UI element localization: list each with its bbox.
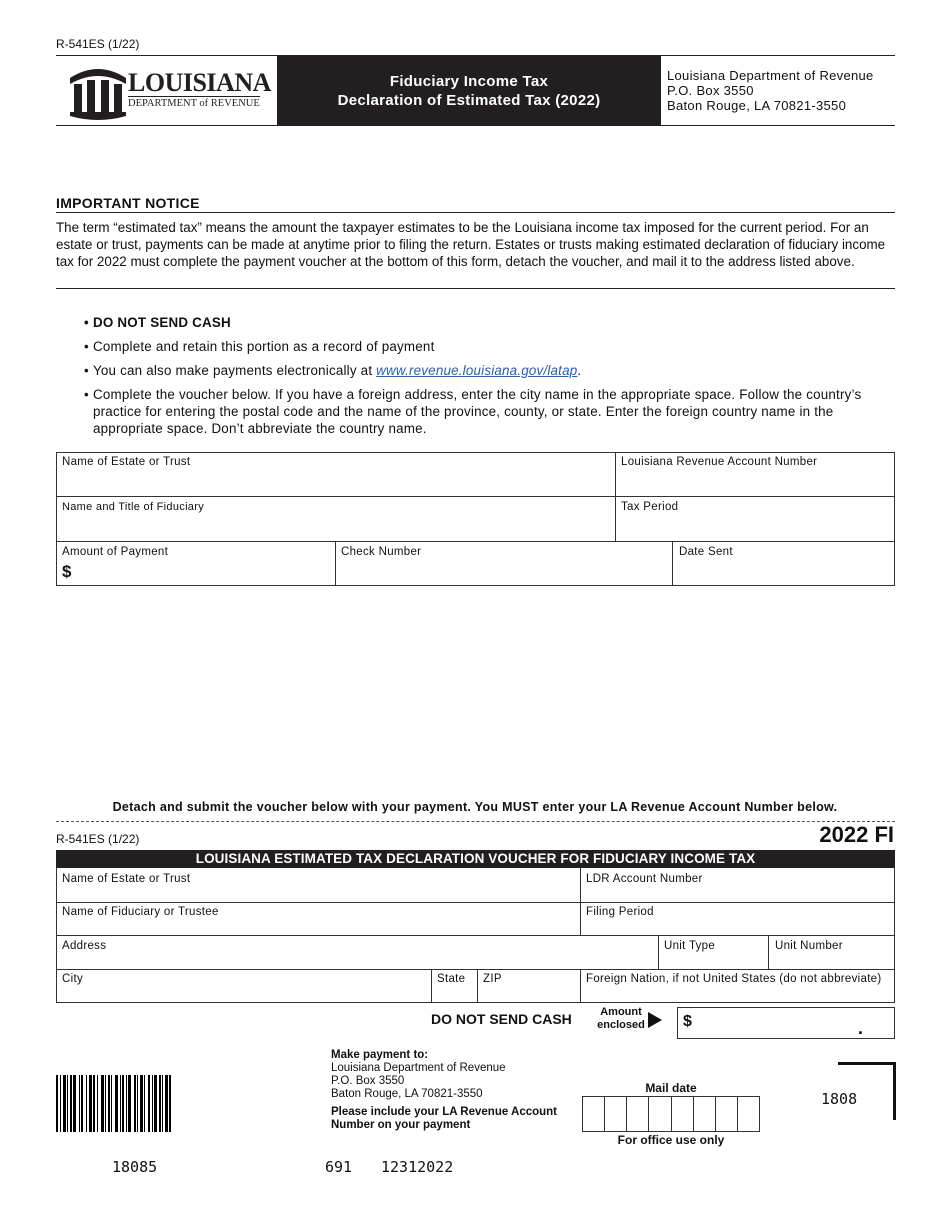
grid-line (768, 935, 769, 969)
mail-date-box (694, 1097, 716, 1131)
grid-line (56, 541, 895, 542)
address-line-3: Baton Rouge, LA 70821-3550 (667, 98, 847, 113)
mail-date-box (672, 1097, 694, 1131)
mail-date-box (583, 1097, 605, 1131)
payment-address-block (331, 1049, 557, 1132)
grid-line (335, 541, 336, 586)
grid-line (56, 902, 895, 903)
voucher-form-number: R-541ES (1/22) (56, 832, 140, 846)
grid-line (615, 452, 616, 541)
ldr-logo (56, 56, 277, 126)
office-use-label: For office use only (617, 1133, 725, 1147)
mail-date-box (738, 1097, 759, 1131)
barcode (56, 1075, 204, 1132)
title-line-2: Declaration of Estimated Tax (2022) (337, 92, 601, 109)
dollar-sign: $ (62, 562, 72, 581)
grid-line (580, 868, 581, 935)
pay-to-line-3: Baton Rouge, LA 70821-3550 (331, 1088, 483, 1100)
voucher-year-code: 2022 FI (819, 822, 894, 847)
amount-decimal: . (858, 1018, 864, 1038)
voucher-ldr-account-field[interactable]: LDR Account Number (586, 873, 703, 885)
bullet-no-cash: • DO NOT SEND CASH (84, 314, 884, 331)
scan-code-right: 1808 (821, 1090, 858, 1108)
title-line-1: Fiduciary Income Tax (389, 73, 549, 90)
grid-line (672, 541, 673, 586)
voucher-state-field[interactable]: State (437, 973, 466, 985)
scan-code-mid-1: 691 (325, 1158, 353, 1176)
instructions-list (84, 314, 884, 444)
detach-line (56, 821, 895, 822)
amount-enclosed-input[interactable] (677, 1007, 895, 1039)
form-title (277, 56, 661, 126)
grid-line (56, 496, 895, 497)
record-estate-name-field[interactable]: Name of Estate or Trust (62, 456, 191, 468)
grid-line (580, 969, 581, 1003)
ldr-address (667, 68, 874, 113)
grid-line (658, 935, 659, 969)
grid-line (56, 969, 895, 970)
voucher-estate-name-field[interactable]: Name of Estate or Trust (62, 873, 191, 885)
voucher-no-cash: DO NOT SEND CASH (431, 1011, 572, 1027)
voucher-title: LOUISIANA ESTIMATED TAX DECLARATION VOUCHER FOR FIDUCIARY INCOME TAX (56, 850, 895, 868)
pay-to-title: Make payment to: (331, 1049, 429, 1061)
mail-date-label: Mail date (645, 1081, 697, 1095)
scan-code-mid-2: 12312022 (381, 1158, 454, 1176)
amount-enclosed-label (590, 1006, 652, 1032)
mail-date-box (649, 1097, 671, 1131)
form-number: R-541ES (1/22) (56, 37, 140, 51)
record-grid (56, 452, 895, 586)
detach-instruction: Detach and submit the voucher below with your payment. You MUST enter your LA Revenue Account Number below. (112, 800, 838, 814)
latap-link[interactable]: www.revenue.louisiana.gov/latap (376, 363, 578, 378)
mail-date-box (716, 1097, 738, 1131)
arrow-right-icon (648, 1012, 662, 1028)
record-date-sent-field[interactable]: Date Sent (679, 546, 733, 558)
record-check-number-field[interactable]: Check Number (341, 546, 422, 558)
voucher-unit-type-field[interactable]: Unit Type (664, 940, 716, 952)
mail-date-boxes (582, 1096, 760, 1132)
notice-title: IMPORTANT NOTICE (56, 195, 200, 211)
voucher-address-field[interactable]: Address (62, 940, 107, 952)
pay-to-line-2: P.O. Box 3550 (331, 1075, 405, 1087)
include-account-line-2: Number on your payment (331, 1119, 471, 1131)
bullet-electronic (84, 362, 884, 379)
voucher-city-field[interactable]: City (62, 973, 84, 985)
amount-label-line-1: Amount (600, 1006, 642, 1018)
scan-code-left: 18085 (112, 1158, 158, 1176)
voucher-fiduciary-field[interactable]: Name of Fiduciary or Trustee (62, 906, 219, 918)
include-account-line-1: Please include your LA Revenue Account (331, 1106, 558, 1118)
notice-bottom-rule (56, 288, 895, 289)
grid-line (56, 935, 895, 936)
grid-line (477, 969, 478, 1003)
notice-text: The term “estimated tax” means the amount the taxpayer estimates to be the Louisiana income tax imposed for the current period. For an estate or trust, payments can be made at anytime prior to filing the return. Estates or trusts making estimated declaration of fiduciary income tax for 2022 must complete the payment voucher at the bottom of this form, detach the voucher, and mail it to the address listed above. (56, 220, 886, 269)
voucher-zip-field[interactable]: ZIP (483, 973, 502, 985)
pay-to-line-1: Louisiana Department of Revenue (331, 1062, 506, 1074)
voucher-filing-period-field[interactable]: Filing Period (586, 906, 654, 918)
record-fiduciary-field[interactable]: Name and Title of Fiduciary (62, 501, 204, 513)
mail-date-box (605, 1097, 627, 1131)
voucher-foreign-nation-field[interactable]: Foreign Nation, if not United States (do not abbreviate) (586, 973, 882, 985)
bullet-voucher-instructions: • Complete the voucher below. If you have a foreign address, enter the city name in the appropriate space. Follow the country’s practice for entering the postal code and the name of the province, county, or state. Enter the foreign country name in the appropriate space. Don’t abbreviate the country name. (84, 386, 884, 437)
grid-line (431, 969, 432, 1003)
record-account-number-field[interactable]: Louisiana Revenue Account Number (621, 456, 818, 468)
record-amount-field[interactable]: Amount of Payment (62, 546, 169, 558)
bullet-retain: • Complete and retain this portion as a record of payment (84, 338, 884, 355)
capitol-icon (68, 64, 128, 120)
voucher-unit-number-field[interactable]: Unit Number (775, 940, 843, 952)
notice-top-rule (56, 212, 895, 213)
bullet-electronic-text: You can also make payments electronically at (93, 363, 377, 378)
record-tax-period-field[interactable]: Tax Period (621, 501, 679, 513)
address-line-2: P.O. Box 3550 (667, 83, 754, 98)
address-line-1: Louisiana Department of Revenue (667, 68, 874, 83)
logo-name: LOUISIANA (128, 68, 271, 97)
mail-date-box (627, 1097, 649, 1131)
bullet-electronic-end: . (577, 363, 582, 378)
logo-subtitle: DEPARTMENT of REVENUE (128, 98, 260, 109)
amount-dollar-sign: $ (683, 1013, 692, 1030)
amount-label-line-2: enclosed (597, 1019, 645, 1031)
